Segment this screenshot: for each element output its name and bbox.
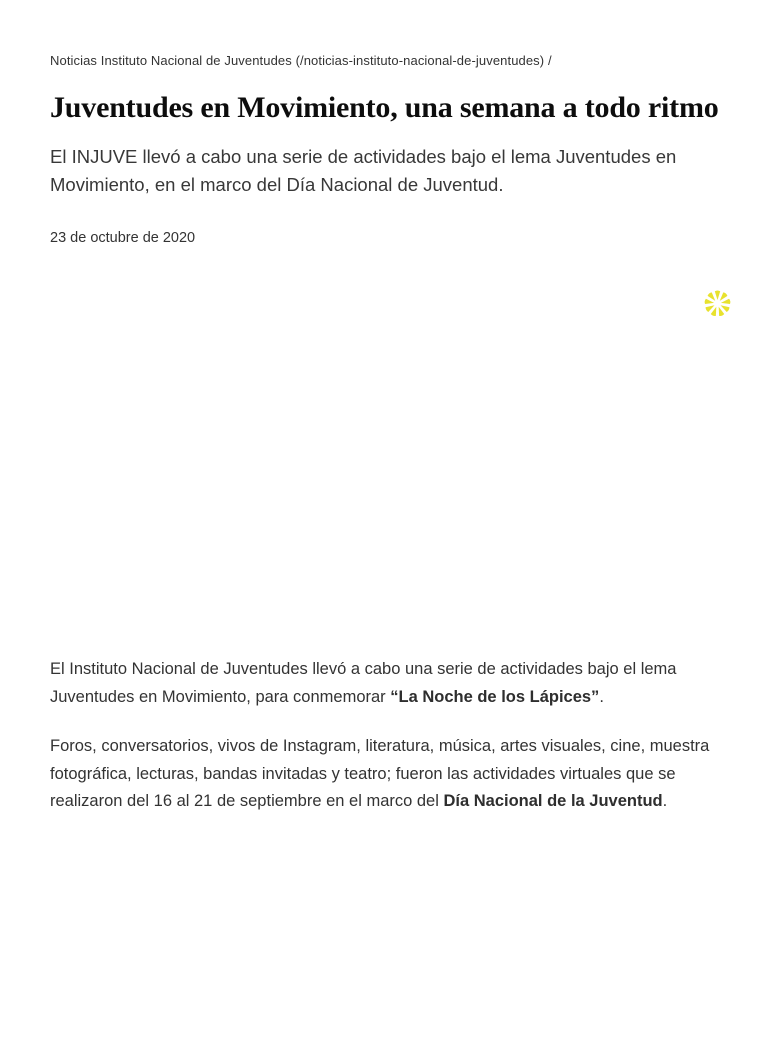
paragraph-1-text: El Instituto Nacional de Juventudes llevó a cabo una serie de actividades bajo el lema Juventudes en Movimiento, para conmemorar bbox=[50, 660, 677, 706]
paragraph-2-end: . bbox=[662, 792, 668, 811]
loading-spinner-icon bbox=[702, 288, 733, 319]
article-body bbox=[50, 656, 733, 816]
breadcrumb-separator: / bbox=[547, 53, 552, 68]
paragraph-2-bold: Día Nacional de la Juventud bbox=[443, 792, 663, 811]
article-page bbox=[0, 52, 773, 816]
breadcrumb bbox=[50, 52, 733, 70]
article-date: 23 de octubre de 2020 bbox=[50, 230, 196, 247]
article-title: Juventudes en Movimiento, una semana a todo ritmo bbox=[50, 91, 719, 125]
article-paragraph-1 bbox=[50, 656, 733, 711]
paragraph-2-text: Foros, conversatorios, vivos de Instagram, literatura, música, artes visuales, cine, muestra fotográfica, lecturas, bandas invitadas y teatro; fueron las actividades virtuales que se realizaron del 16 al 21 de septiembre en el marco del bbox=[50, 737, 710, 811]
breadcrumb-link-label: Noticias Instituto Nacional de Juventudes bbox=[50, 53, 292, 68]
article-image-placeholder bbox=[50, 264, 733, 656]
breadcrumb-link[interactable] bbox=[50, 53, 544, 68]
breadcrumb-link-url: (/noticias-instituto-nacional-de-juventudes) bbox=[295, 53, 545, 68]
article-paragraph-2 bbox=[50, 733, 733, 816]
article-lead: El INJUVE llevó a cabo una serie de actividades bajo el lema Juventudes en Movimiento, en el marco del Día Nacional de Juventud. bbox=[50, 146, 677, 196]
paragraph-1-end: . bbox=[599, 687, 604, 706]
paragraph-1-bold: “La Noche de los Lápices” bbox=[390, 687, 600, 706]
